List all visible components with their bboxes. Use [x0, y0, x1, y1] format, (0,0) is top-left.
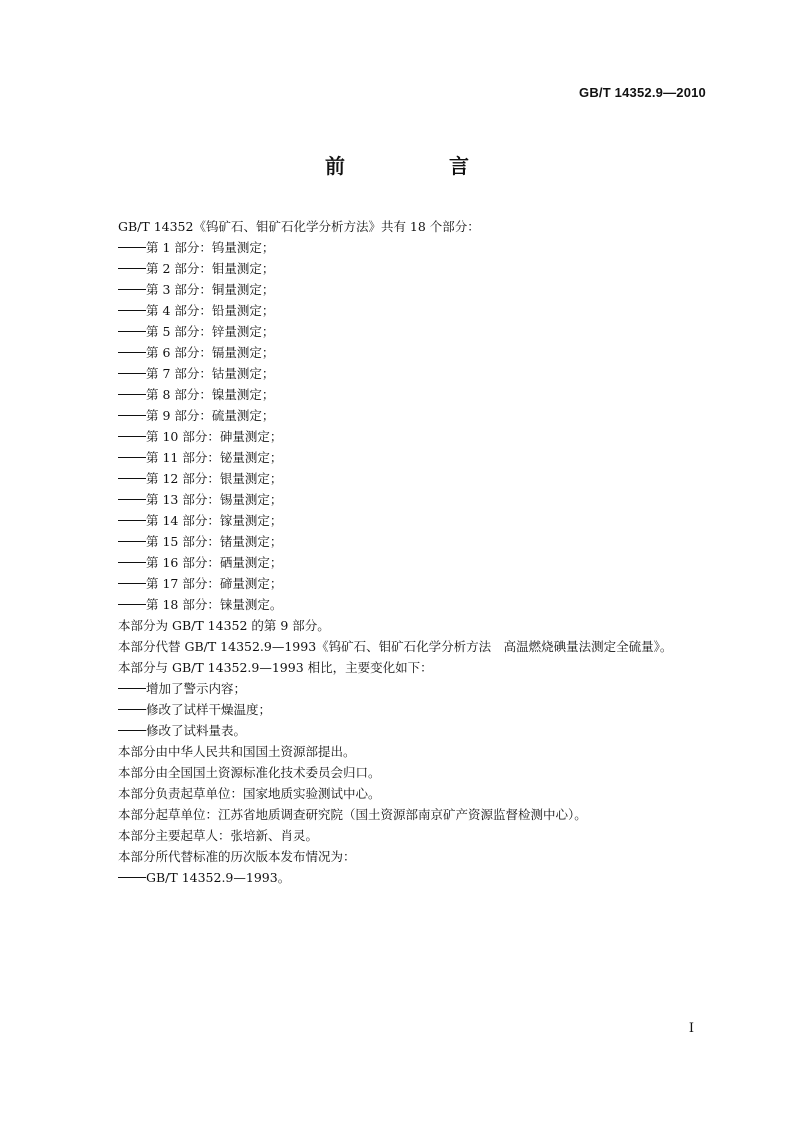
em-dash-marker — [118, 709, 146, 710]
change-item-text: 修改了试样干燥温度； — [146, 702, 272, 717]
part-item-text: 第 8 部分：镍量测定； — [146, 387, 275, 402]
em-dash-marker — [118, 247, 146, 248]
history-item — [118, 867, 718, 888]
page-number: I — [688, 1021, 694, 1036]
parts-list — [118, 237, 718, 615]
statement-drafters: 本部分主要起草人：张培新、肖灵。 — [118, 828, 319, 843]
statement-part: 本部分为 GB/T 14352 的第 9 部分。 — [118, 618, 330, 633]
page-title: 前 言 — [325, 154, 511, 178]
change-item — [118, 678, 718, 699]
part-item-text: 第 10 部分：砷量测定； — [146, 429, 283, 444]
em-dash-marker — [118, 478, 146, 479]
part-item-text: 第 5 部分：锌量测定； — [146, 324, 275, 339]
em-dash-marker — [118, 352, 146, 353]
part-item — [118, 300, 718, 321]
part-item — [118, 468, 718, 489]
em-dash-marker — [118, 877, 146, 878]
em-dash-marker — [118, 331, 146, 332]
part-item — [118, 363, 718, 384]
part-item-text: 第 7 部分：钴量测定； — [146, 366, 275, 381]
part-item-text: 第 9 部分：硫量测定； — [146, 408, 275, 423]
part-item-text: 第 13 部分：锡量测定； — [146, 492, 283, 507]
statement-drafter-unit: 本部分起草单位：江苏省地质调查研究院（国土资源部南京矿产资源监督检测中心）。 — [118, 807, 587, 822]
part-item — [118, 573, 718, 594]
part-item — [118, 258, 718, 279]
part-item — [118, 321, 718, 342]
part-item — [118, 384, 718, 405]
em-dash-marker — [118, 583, 146, 584]
em-dash-marker — [118, 688, 146, 689]
em-dash-marker — [118, 436, 146, 437]
part-item-text: 第 4 部分：铅量测定； — [146, 303, 275, 318]
statement-proposed: 本部分由中华人民共和国国土资源部提出。 — [118, 744, 356, 759]
part-item — [118, 405, 718, 426]
part-item-text: 第 2 部分：钼量测定； — [146, 261, 275, 276]
part-item — [118, 594, 718, 615]
statement-replace: 本部分代替 GB/T 14352.9—1993《钨矿石、钼矿石化学分析方法 高温燃烧碘量法测定全硫量》。 — [118, 639, 673, 654]
part-item-text: 第 6 部分：镉量测定； — [146, 345, 275, 360]
em-dash-marker — [118, 520, 146, 521]
change-item-text: 修改了试料量表。 — [146, 723, 247, 738]
em-dash-marker — [118, 394, 146, 395]
em-dash-marker — [118, 310, 146, 311]
intro-line: GB/T 14352《钨矿石、钼矿石化学分析方法》共有 18 个部分： — [118, 219, 480, 234]
em-dash-marker — [118, 268, 146, 269]
em-dash-marker — [118, 730, 146, 731]
change-item — [118, 699, 718, 720]
em-dash-marker — [118, 499, 146, 500]
part-item — [118, 552, 718, 573]
change-item — [118, 720, 718, 741]
em-dash-marker — [118, 541, 146, 542]
part-item — [118, 342, 718, 363]
part-item-text: 第 18 部分：铼量测定。 — [146, 597, 283, 612]
part-item-text: 第 14 部分：镓量测定； — [146, 513, 283, 528]
part-item-text: 第 1 部分：钨量测定； — [146, 240, 275, 255]
history-list — [118, 867, 718, 888]
part-item — [118, 510, 718, 531]
part-item — [118, 447, 718, 468]
part-item — [118, 279, 718, 300]
statement-changes-intro: 本部分与 GB/T 14352.9—1993 相比，主要变化如下： — [118, 660, 433, 675]
em-dash-marker — [118, 604, 146, 605]
part-item-text: 第 16 部分：硒量测定； — [146, 555, 283, 570]
standard-code: GB/T 14352.9—2010 — [579, 85, 706, 100]
changes-list — [118, 678, 718, 741]
part-item — [118, 237, 718, 258]
foreword-body — [118, 216, 718, 888]
statement-history-intro: 本部分所代替标准的历次版本发布情况为： — [118, 849, 356, 864]
part-item-text: 第 12 部分：银量测定； — [146, 471, 283, 486]
part-item — [118, 531, 718, 552]
em-dash-marker — [118, 457, 146, 458]
change-item-text: 增加了警示内容； — [146, 681, 247, 696]
part-item-text: 第 3 部分：铜量测定； — [146, 282, 275, 297]
statement-centralized: 本部分由全国国土资源标准化技术委员会归口。 — [118, 765, 381, 780]
history-item-text: GB/T 14352.9—1993。 — [146, 870, 291, 885]
part-item — [118, 489, 718, 510]
statement-drafter-responsible: 本部分负责起草单位：国家地质实验测试中心。 — [118, 786, 381, 801]
em-dash-marker — [118, 562, 146, 563]
em-dash-marker — [118, 373, 146, 374]
part-item-text: 第 17 部分：碲量测定； — [146, 576, 283, 591]
part-item-text: 第 11 部分：铋量测定； — [146, 450, 283, 465]
em-dash-marker — [118, 289, 146, 290]
em-dash-marker — [118, 415, 146, 416]
part-item-text: 第 15 部分：锗量测定； — [146, 534, 283, 549]
part-item — [118, 426, 718, 447]
